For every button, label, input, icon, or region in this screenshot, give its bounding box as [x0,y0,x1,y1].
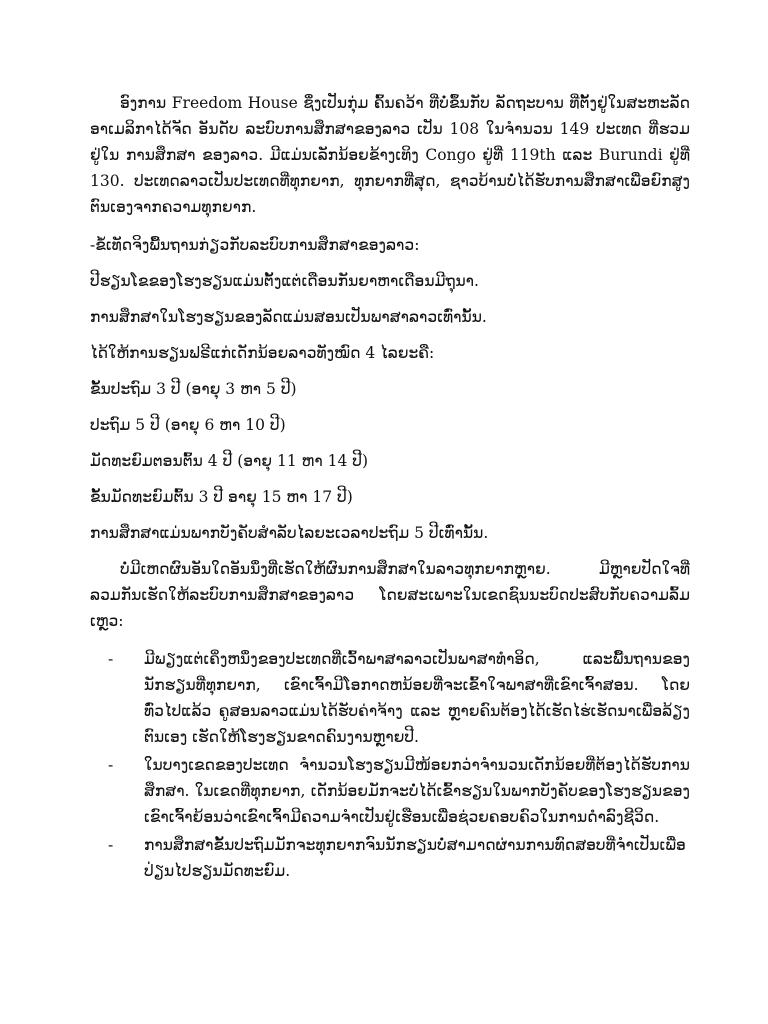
document-page [90,90,690,886]
school-year-line: ປີຮຽນໂຂຂອງໂຮງຮຽນແມ່ນຕັ້ງແຕ່ເດືອນກັນຍາຫາເດືອນມີຖຸນາ. [90,272,479,290]
bullet-dash: - [108,836,114,854]
list-item-text: ການສຶກສາຂັ້ນປະຖົມມັກຈະທຸກຍາກຈົນນັກຮຽນບໍ່ສາມາດຜ່ານການທົດສອບທີ່ຈຳເປັນເພື່ອປ່ຽນໄປຮຽນມັດທະຍົມ. [144,836,686,880]
lower-secondary-line: ມັດທະຍົມຕອນຕົ້ນ 4 ປີ (ອາຍຸ 11 ຫາ 14 ປີ) [90,452,368,470]
bullet-dash: - [108,756,114,774]
list-item [108,646,690,750]
language-line: ການສຶກສາໃນໂຮງຮຽນຂອງລັດແມ່ນສອນເປັນພາສາລາວເທົ່ານັ້ນ. [90,308,487,326]
facts-heading: -ຂໍ້ເທັດຈິງພື້ນຖານກ່ຽວກັບລະບົບການສຶກສາຂອງລາວ: [90,236,420,254]
reasons-paragraph: ບໍ່ມີເຫດຜົນອັນໃດອັນນຶ່ງທີ່ເຮັດໃຫ້ຜົນການສຶກສາໃນລາວທຸກຍາກຫຼາຍ. ມີຫຼາຍປັດໃຈທີ່ລວມກັນເຮັດໃຫ້ລະບົບການສຶກສາຂອງລາວ ໂດຍສະເພາະໃນເຂດຊົນນະບົດປະສົບກັບຄວາມລົ້ມເຫຼວ: [90,560,690,630]
pre-primary-line: ຂັ້ນປະຖົມ 3 ປີ (ອາຍຸ 3 ຫາ 5 ປີ) [90,380,297,398]
list-item [108,832,690,884]
reasons-list [90,646,690,884]
primary-line: ປະຖົມ 5 ປີ (ອາຍຸ 6 ຫາ 10 ປີ) [90,416,286,434]
compulsory-line: ການສຶກສາແມ່ນພາກບັງຄັບສຳລັບໄລຍະເວລາປະຖົມ 5 ປີເທົ່ານັ້ນ. [90,524,489,542]
bullet-dash: - [108,650,114,668]
list-item [108,752,690,830]
list-item-text: ໃນບາງເຂດຂອງປະເທດ ຈຳນວນໂຮງຮຽນມີໜ້ອຍກວ່າຈຳນວນເດັກນ້ອຍທີ່ຕ້ອງໄດ້ຮັບການສຶກສາ. ໃນເຂດທີ່ທຸກຍາກ, ເດັກນ້ອຍມັກຈະບໍ່ໄດ້ເຂົ້າຮຽນໃນພາກບັງຄັບຂອງໂຮງຮຽນຂອງເຂົາເຈົ້າຍ້ອນວ່າເຂົາເຈົ້າມີຄວາມຈຳເປັນຢູ່ເຮືອນເພື່ອຊ່ວຍຄອບຄົວໃນການດຳລົງຊີວິດ. [144,756,690,826]
free-education-line: ໄດ້ໃຫ້ການຮຽນຟຣີແກ່ເດັກນ້ອຍລາວທັງໝົດ 4 ໄລຍະຄື: [90,344,435,362]
upper-secondary-line: ຂັ້ນມັດທະຍົມຕົ້ນ 3 ປີ ອາຍຸ 15 ຫາ 17 ປີ) [90,488,353,506]
list-item-text: ມີພຽງແຕ່ເຄິ່ງຫນຶ່ງຂອງປະເທດທີ່ເວົ້າພາສາລາວເປັນພາສາທຳອິດ, ແລະພື້ນຖານຂອງນັກຮຽນທີ່ທຸກຍາກ, ເຂົາເຈົ້າມີໂອກາດຫນ້ອຍທີ່ຈະເຂົ້າໃຈພາສາທີ່ເຂົາເຈົ້າສອນ. ໂດຍທົ່ວໄປແລ້ວ ຄູສອນລາວແມ່ນໄດ້ຮັບຄ່າຈ້າງ ແລະ ຫຼາຍຄົນຕ້ອງໄດ້ເຮັດໄຮ່ເຮັດນາເພື່ອລ້ຽງຕົນເອງ ເຮັດໃຫ້ໂຮງຮຽນຂາດຄົນງານຫຼາຍປີ. [144,650,690,746]
intro-paragraph: ອົງການ Freedom House ຊຶ່ງເປັນກຸ່ມ ຄົ້ນຄວ້າ ທີ່ບໍ່ຂຶ້ນກັບ ລັດຖະບານ ທີ່ຕັ້ງຢູ່ໃນສະຫະລັດອາເມລິກາໄດ້ຈັດ ອັນດັບ ລະບົບການສຶກສາຂອງລາວ ເປັນ 108 ໃນຈຳນວນ 149 ປະເທດ ທີ່ຮວມຢູ່ໃນ ການສຶກສາ ຂອງລາວ. ມີແມ່ນເລັກນ້ອຍຂ້າງເທິງ Congo ຢູ່ທີ່ 119th ແລະ Burundi ຢູ່ທີ່ 130. ປະເທດລາວເປັນປະເທດທີ່ທຸກຍາກ, ທຸກຍາກທີ່ສຸດ, ຊາວບ້ານບໍ່ໄດ້ຮັບການສຶກສາເພື່ອຍົກສູງຕົນເອງຈາກຄວາມທຸກຍາກ. [90,94,690,216]
